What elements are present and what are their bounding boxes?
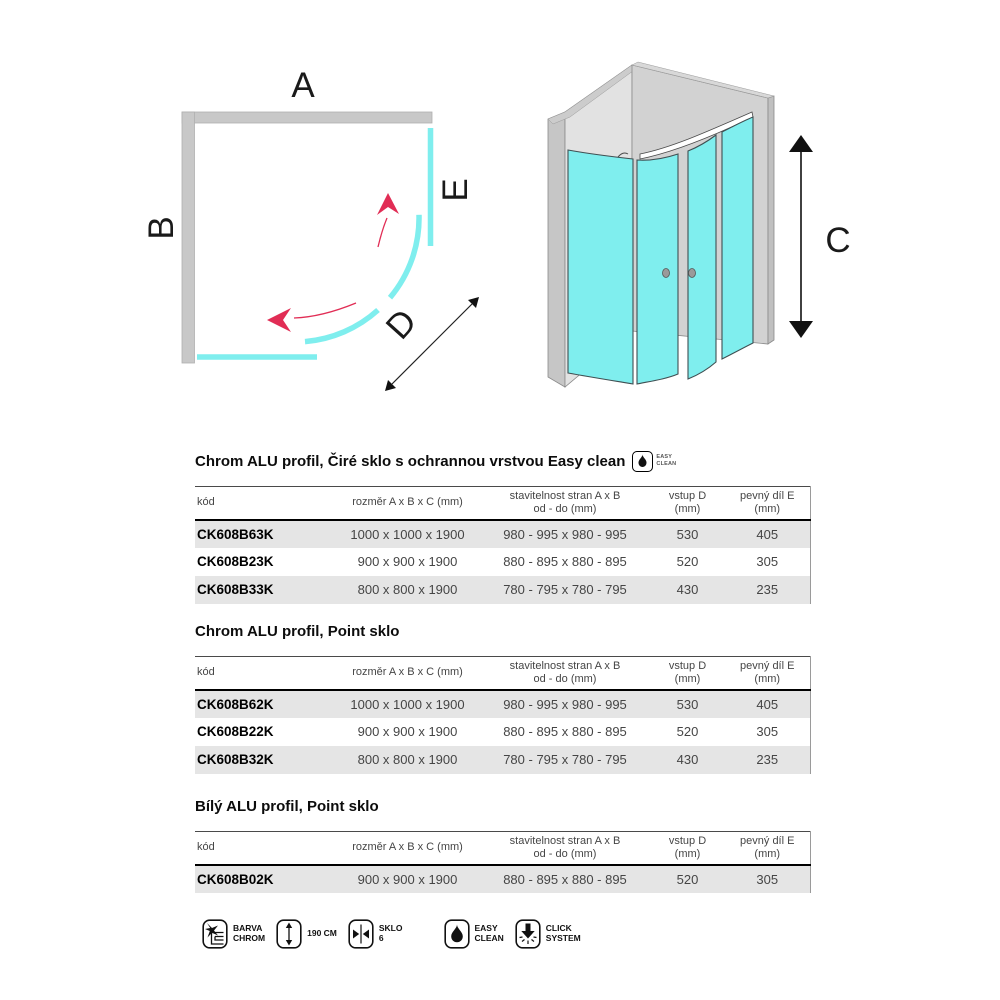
table-header-row	[195, 487, 810, 520]
table-section-chrom-point	[195, 622, 810, 774]
dim-label-c: C	[825, 221, 851, 260]
cell-kod: CK608B33K	[197, 582, 274, 597]
table-title-text: Chrom ALU profil, Point sklo	[195, 622, 400, 640]
iso-view-illustration	[540, 40, 870, 440]
chrome-color-icon	[202, 919, 228, 949]
cell-pevny: 305	[756, 554, 779, 569]
dim-label-a: A	[291, 66, 315, 105]
feature-label: CLICK SYSTEM	[545, 923, 581, 943]
col-header-stavitelnost: stavitelnost stran A x B od - do (mm)	[509, 489, 621, 515]
col-header-pevny: pevný díl E (mm)	[740, 659, 795, 685]
iso-wall-right-edge	[768, 96, 774, 344]
product-table	[195, 486, 811, 604]
cell-vstup: 430	[676, 752, 699, 767]
cell-rozmer: 800 x 800 x 1900	[357, 582, 458, 597]
table-row	[195, 718, 810, 746]
cell-rozmer: 900 x 900 x 1900	[357, 871, 458, 887]
dim-c-arrowhead-top	[789, 135, 813, 152]
cell-pevny: 235	[756, 752, 779, 767]
cell-stavitelnost: 980 - 995 x 980 - 995	[503, 526, 627, 542]
cell-stavitelnost: 780 - 795 x 780 - 795	[503, 582, 627, 597]
table-row	[195, 865, 810, 893]
table-header-row	[195, 657, 810, 690]
cell-kod: CK608B63K	[197, 526, 274, 542]
door-knob-left	[663, 269, 670, 278]
wall-left	[182, 112, 195, 363]
col-header-vstup: vstup D (mm)	[668, 834, 707, 860]
easy-clean-drop-icon	[444, 919, 470, 949]
cell-vstup: 520	[676, 554, 699, 569]
cell-kod: CK608B62K	[197, 696, 274, 712]
table-row	[195, 576, 810, 604]
easy-clean-drop-icon	[632, 451, 653, 472]
feature-sklo-6	[348, 919, 403, 949]
iso-glass-fixed-left	[568, 150, 633, 384]
feature-easy-clean	[444, 919, 504, 949]
col-header-kod: kód	[197, 841, 215, 854]
col-header-pevny: pevný díl E (mm)	[740, 489, 795, 515]
col-header-vstup: vstup D (mm)	[668, 489, 707, 515]
cell-rozmer: 900 x 900 x 1900	[357, 554, 458, 569]
cell-rozmer: 1000 x 1000 x 1900	[350, 526, 465, 542]
col-header-rozmer: rozměr A x B x C (mm)	[352, 666, 463, 679]
feature-label: 190 CM	[307, 928, 337, 939]
cell-kod: CK608B22K	[197, 724, 274, 739]
cell-pevny: 405	[756, 526, 779, 542]
cell-stavitelnost: 780 - 795 x 780 - 795	[503, 752, 627, 767]
easy-clean-badge	[632, 451, 676, 472]
table-row	[195, 746, 810, 774]
wall-top	[182, 112, 432, 123]
door-direction-up-arrow-icon	[377, 193, 399, 215]
door-direction-up-tail	[378, 218, 387, 247]
cell-pevny: 405	[756, 696, 779, 712]
height-arrow-icon	[276, 919, 302, 949]
col-header-stavitelnost: stavitelnost stran A x B od - do (mm)	[509, 659, 621, 685]
cell-vstup: 530	[676, 696, 699, 712]
cell-vstup: 530	[676, 526, 699, 542]
dim-label-d: D	[378, 301, 425, 347]
table-row	[195, 690, 810, 718]
col-header-kod: kód	[197, 496, 215, 509]
product-table	[195, 831, 811, 893]
dim-label-e: E	[436, 178, 475, 202]
cell-stavitelnost: 880 - 895 x 880 - 895	[503, 871, 627, 887]
plan-view-diagram	[140, 60, 505, 405]
cell-rozmer: 800 x 800 x 1900	[357, 752, 458, 767]
product-table	[195, 656, 811, 774]
cell-vstup: 520	[676, 724, 699, 739]
feature-icons-row	[202, 919, 592, 949]
iso-wall-left-edge	[548, 112, 565, 387]
iso-glass-fixed-right	[722, 117, 753, 359]
iso-glass-door-right	[688, 135, 716, 379]
cell-kod: CK608B32K	[197, 752, 274, 767]
glass-thickness-icon	[348, 919, 374, 949]
table-section-chrom-easyclean	[195, 452, 810, 604]
door-direction-left-tail	[294, 303, 356, 318]
dim-c-arrowhead-bottom	[789, 321, 813, 338]
cell-vstup: 520	[676, 871, 699, 887]
col-header-rozmer: rozměr A x B x C (mm)	[352, 496, 463, 509]
table-header-row	[195, 832, 810, 865]
cell-pevny: 235	[756, 582, 779, 597]
table-title-text: Bílý ALU profil, Point sklo	[195, 797, 379, 815]
feature-label: BARVA CHROM	[233, 923, 266, 943]
feature-label: SKLO 6	[378, 923, 403, 943]
cell-pevny: 305	[756, 871, 779, 887]
cell-vstup: 430	[676, 582, 699, 597]
dim-label-b: B	[142, 216, 181, 240]
door-knob-right	[689, 269, 696, 278]
glass-door-arc-upper	[390, 215, 419, 298]
feature-label: EASY CLEAN	[474, 923, 504, 943]
iso-glass-door-left	[637, 154, 678, 384]
table-title-text: Chrom ALU profil, Čiré sklo s ochrannou vrstvou Easy clean	[195, 452, 626, 470]
feature-barva-chrom	[202, 919, 265, 949]
col-header-kod: kód	[197, 666, 215, 679]
easy-clean-badge-label: EASY CLEAN	[656, 454, 677, 467]
col-header-stavitelnost: stavitelnost stran A x B od - do (mm)	[509, 834, 621, 860]
cell-stavitelnost: 980 - 995 x 980 - 995	[503, 696, 627, 712]
table-section-bily-point	[195, 797, 810, 893]
feature-height-190cm	[276, 919, 337, 949]
col-header-pevny: pevný díl E (mm)	[740, 834, 795, 860]
cell-kod: CK608B02K	[197, 871, 274, 887]
col-header-vstup: vstup D (mm)	[668, 659, 707, 685]
cell-rozmer: 1000 x 1000 x 1900	[350, 696, 465, 712]
feature-click-system	[515, 919, 581, 949]
table-title	[195, 452, 810, 470]
cell-pevny: 305	[756, 724, 779, 739]
cell-stavitelnost: 880 - 895 x 880 - 895	[503, 554, 627, 569]
click-system-icon	[515, 919, 541, 949]
door-direction-left-arrow-icon	[267, 308, 291, 332]
cell-rozmer: 900 x 900 x 1900	[357, 724, 458, 739]
table-row	[195, 548, 810, 576]
cell-stavitelnost: 880 - 895 x 880 - 895	[503, 724, 627, 739]
cell-kod: CK608B23K	[197, 554, 274, 569]
col-header-rozmer: rozměr A x B x C (mm)	[352, 841, 463, 854]
table-title	[195, 622, 810, 640]
table-row	[195, 520, 810, 548]
table-title	[195, 797, 810, 815]
